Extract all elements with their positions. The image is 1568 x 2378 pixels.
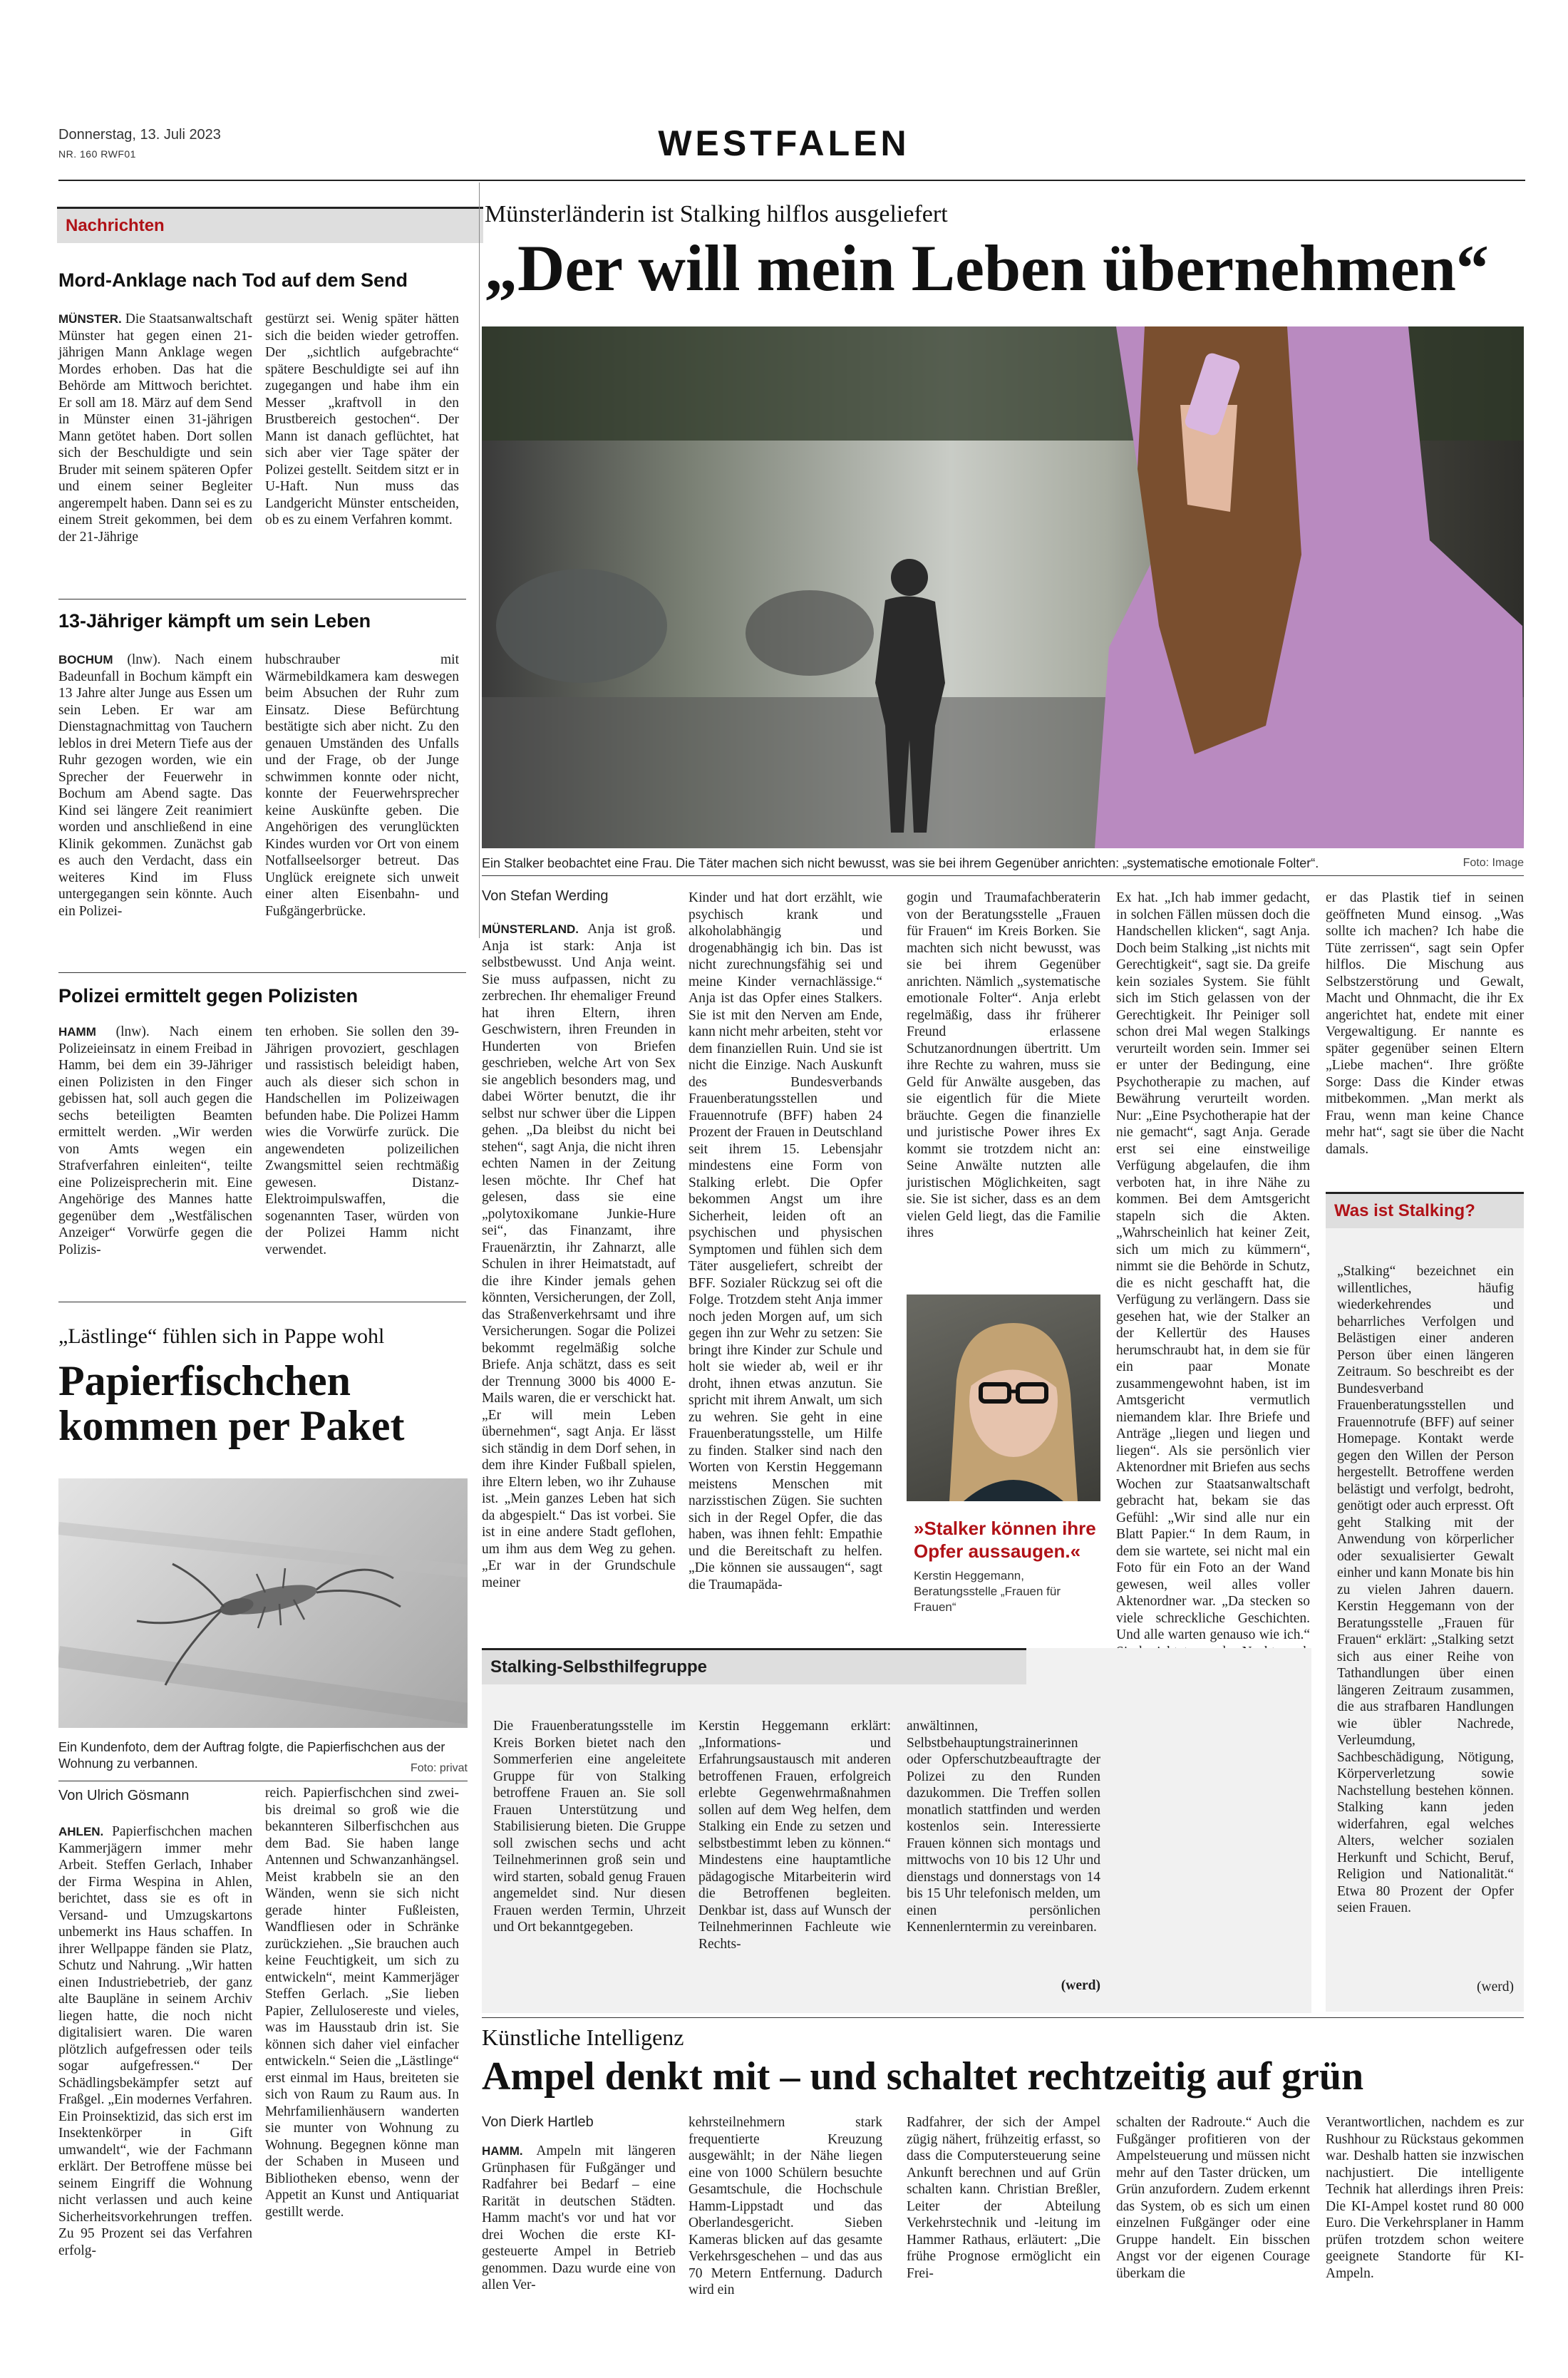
feature-caption: Ein Kundenfoto, dem der Auftrag folgte, die Papierfischchen aus der Wohnung zu verbannen.	[58, 1740, 445, 1771]
feature-byline: Von Ulrich Gösmann	[58, 1788, 190, 1803]
info-box-sign: (werd)	[1477, 1980, 1514, 1994]
feature-credit: Foto: privat	[410, 1762, 468, 1774]
info-box-tag: Was ist Stalking?	[1326, 1192, 1524, 1228]
ki-col4: schalten der Radroute.“ Auch die Fußgänger profitieren von der Ampelsteuerung und müssen nicht mehr auf den Taster drücken, um Grün anzufordern. Zudem erkennt das System, ob es sich um einen einzelnen Fußgänger oder eine Gruppe handelt. Ein bisschen Angst vor der eigenen Courage überkam die	[1116, 2115, 1310, 2281]
pull-quote: »Stalker können ihre Opfer aussaugen.«	[914, 1518, 1096, 1562]
brief-headline-mord: Mord-Anklage nach Tod auf dem Send	[58, 269, 408, 291]
brief-hamm-col1: HAMM (lnw). Nach einem Polizeieinsatz in einem Freibad in Hamm, bei dem ein 39-Jähriger einen Polizisten in den Finger gebissen hat, soll auch gegen die sechs beteiligten Beamten ermittelt werden. „Wir werden von Amts wegen ein Strafverfahren einleiten“, teilte eine Polizeisprecherin mit. Eine Angehörige des Mannes hatte gegenüber dem „Westfälischen Anzeiger“ Vorwürfe gegen die Polizis-	[58, 1024, 253, 1257]
photo-caption: Ein Stalker beobachtet eine Frau. Die Täter machen sich nicht bewusst, was sie bei ihrem Gegenüber anrichten: „systematische emotionale Folter“.	[482, 856, 1319, 870]
issue-date: Donnerstag, 13. Juli 2023	[58, 127, 221, 143]
feature-headline: Papierfischchen kommen per Paket	[58, 1357, 405, 1449]
header-rule	[58, 180, 1525, 181]
photo-credit: Foto: Image	[1463, 857, 1524, 869]
brief-bochum-col2: hubschrauber mit Wärmebildkamera kam deswegen beim Absuchen der Ruhr zum Einsatz. Diese Befürchtung bestätigte sich aber nicht. Zu den genauen Umständen des Unfalls und der Frage, ob der Junge schwimmen konnte oder nicht, konnte der Feuerwehrsprecher keine Auskünfte geben. Die Angehörigen des verunglückten Kindes wurden vor Ort von einem Notfallseelsorger betreut. Das Unglück ereignete sich unweit einer alten Eisenbahn- und Fußgängerbrücke.	[265, 652, 459, 919]
divider	[482, 2017, 1524, 2018]
main-col5: er das Plastik tief in seinen geöffneten Mund einsog. „Was sollte ich machen? Ich habe die Tüte zerrissen“, sagt sein Opfer hilflos. Die Mischung aus Selbstzerstörung und Gewalt, Macht und Ohnmacht, die ihr Ex angerichtet hat, endete mit einer Vergewaltigung. Er nannte es später gegenüber seinen Eltern „Liebe machen“. Ihre größte Sorge: Dass die Kinder etwas mitbekommen. „Man merkt als Frau, wenn man keine Chance mehr hat“, sagt sie über die Nacht damals.	[1326, 890, 1524, 1157]
feature-col2: reich. Papierfischchen sind zwei- bis dreimal so groß wie die bekannteren Silberfischchen aus dem Bad. Sie haben lange Antennen und Schwanzanhängsel. Meist krabbeln sie an den Wänden, wenn sie sich nicht gerade hinter Fußleisten, Wandfliesen oder in Schränke zurückziehen. „Sie brauchen auch keine Feuchtigkeit, um sich zu entwickeln“, meint Kammerjäger Steffen Gerlach. „Sie lieben Papier, Zellulosereste und vieles, was im Hausstaub drin ist. Sie können sich daher viel einfacher entwickeln.“ Seien die „Lästlinge“ erst einmal im Haus, breiteten sie sich von Raum zu Raum aus. In Mehrfamilienhäusern wanderten sie munter von Wohnung zu Wohnung. Begegnen könne man der Schaben in Museen und Bibliotheken ebenso, wenn der Appetit an Kunst und Antiquariat gestillt werde.	[265, 1786, 459, 2220]
section-tag-nachrichten: Nachrichten	[57, 207, 483, 243]
ki-byline: Von Dierk Hartleb	[482, 2114, 594, 2130]
ki-kicker: Künstliche Intelligenz	[482, 2024, 684, 2050]
main-byline: Von Stefan Werding	[482, 888, 609, 904]
selfhelp-col1: Die Frauenberatungsstelle im Kreis Borken bietet nach den Sommerferien eine angeleitete Gruppe für von Stalking betroffene Frauen an. Sie soll Frauen Unterstützung und Stabilisierung bieten. Die Gruppe soll zwischen sechs und acht Teilnehmerinnen groß sein und wird starten, sobald genug Frauen angemeldet sind. Nur diesen Frauen werden Termin, Uhrzeit und Ort bekanntgegeben.	[493, 1719, 686, 1935]
selfhelp-sign: (werd)	[1061, 1978, 1100, 1993]
brief-mord-col2: gestürzt sei. Wenig später hätten sich die beiden wieder getroffen. Der „sichtlich aufgebrachte“ spätere Beschuldigte sei auf ihn zugegangen und habe ihm ein Messer „kraftvoll in den Brustbereich gestochen“. Der Mann ist danach geflüchtet, hat sich aber vier Tage später der Polizei gestellt. Seitdem sitzt er in U-Haft. Nun muss das Landgericht Münster entscheiden, ob es zu einem Verfahren kommt.	[265, 312, 459, 527]
feature-col1: AHLEN. Papierfischchen machen Kammerjägern immer mehr Arbeit. Steffen Gerlach, Inhaber der Firma Wespina in Ahlen, berichtet, dass sie es oft in Versand- und Umzugskartons unbemerkt ins Haus schaffen. In ihrer Wellpappe fänden sie Platz, Schutz und Nahrung. „Wir hatten einen Industriebetrieb, der ganz alte Baupläne in seinem Archiv liegen hatte, die noch nicht digitalisiert waren. Die waren plötzlich aufgefressen oder teils sogar aufgefressen.“ Der Schädlingsbekämpfer setzt auf Fraßgel. „Ein modernes Verfahren. Ein Proinsektizid, das sich erst im Insektenkörper in Gift umwandelt“, wie der Fachmann erklärt. Der Betroffene müsse bei seinem Eingriff die Wohnung nicht verlassen und auch keine Sicherheitsvorkehrungen treffen. Zu 95 Prozent sei das Verfahren erfolg-	[58, 1824, 253, 2258]
divider	[482, 875, 1524, 876]
main-col1: MÜNSTERLAND. Anja ist groß. Anja ist stark: Anja ist selbstbewusst. Und Anja weint. Sie muss aufpassen, nicht zu zerbrechen. Ihr ehemaliger Freund hat ihren Eltern, ihren Geschwistern, ihren Freunden in Hunderten von Briefen geschrieben, welche Art von Sex sie angeblich besonders mag, und dabei Wörter benutzt, die ihr selbst nur schwer über die Lippen gehen. „Da bleibst du nicht bei stehen“, sagt Anja, die nicht ihren echten Namen in der Zeitung lesen möchte. Ihr Chef hat gelesen, dass sie eine „polytoxikomane Junkie-Hure sei“, das Finanzamt, ihre Frauenärztin, ihr Zahnarzt, alle Schulen in ihrer Heimatstadt, auf die ihre Kinder jemals gehen könnten, Versicherungen, der Zoll, das Straßenverkehrsamt und ihre Versicherungen. Sogar die Polizei bekommt regelmäßig solche Briefe. Anja schätzt, dass es seit der Trennung 3000 bis 4000 E-Mails waren, die er verschickt hat. „Er will mein Leben übernehmen“, sagt Anja. Er lässt sich ständig in dem Dorf sehen, in dem ihre Kinder Fußball spielen, ihre Eltern leben, wo ihr Zuhause ist. „Mein ganzes Leben hat sich da abgespielt.“ Das ist vorbei. Sie ist in eine andere Stadt geflohen, um ihm aus dem Weg zu gehen. „Er war in der Grundschule meiner	[482, 922, 676, 1590]
brief-mord-col1: MÜNSTER. Die Staatsanwaltschaft Münster hat gegen einen 21-jährigen Mann Anklage wegen Mordes erhoben. Das hat die Behörde am Mittwoch berichtet. Er soll am 18. März auf dem Send in Münster einen 31-jährigen Mann getötet haben. Dort sollen sich der Beschuldigte und sein Bruder mit seinem späteren Opfer und einem seiner Begleiter angerempelt haben. Dann sei es zu einem Streit gekommen, bei dem der 21-Jährige	[58, 312, 252, 545]
stalker-photo-icon	[482, 326, 1524, 848]
main-headline: „Der will mein Leben übernehmen“	[485, 232, 1489, 304]
section-title: WESTFALEN	[658, 123, 910, 163]
selfhelp-col2: Kerstin Heggemann erklärt: „Informations- und Erfahrungsaustausch mit anderen betroffenen Frauen, erfolgreich erlebte Gegenwehrmaßnahmen sollen auf dem Weg helfen, dem Stalking ein Ende zu setzen und selbstbestimmt leben zu können.“ Mindestens eine hauptamtliche pädagogische Mitarbeiterin wird die Betroffenen begleiten. Denkbar ist, dass auf Wunsch der Teilnehmerinnen Fachleute wie Rechts-	[698, 1719, 891, 1952]
ki-col5: Verantwortlichen, nachdem es zur Rushhour zu Rückstaus gekommen war. Deshalb hatten sie inzwischen nachjustiert. Die intelligente Technik hat allerdings ihren Preis: Die KI-Ampel kostet rund 80 000 Euro. Die Verkehrsplaner in Hamm prüfen trotzdem schon weitere geeignete Standorte für KI-Ampeln.	[1326, 2115, 1524, 2281]
brief-headline-hamm: Polizei ermittelt gegen Polizisten	[58, 985, 359, 1007]
ki-col3: Radfahrer, der sich der Ampel zügig nähert, frühzeitig erfasst, so dass die Computersteuerung seine Ankunft berechnen und auf Grün schalten kann. Christian Breßler, Leiter der Abteilung Verkehrstechnik und -leitung im Hammer Rathaus, erläutert: „Die frühe Prognose ermöglicht ein Frei-	[907, 2115, 1100, 2281]
divider	[58, 972, 466, 973]
stalker-photo	[482, 326, 1524, 848]
column-divider	[479, 182, 480, 938]
feature-kicker: „Lästlinge“ fühlen sich in Pappe wohl	[58, 1324, 385, 1348]
portrait-photo	[907, 1294, 1100, 1501]
info-box-text: „Stalking“ bezeichnet ein willentliches, häufig wiederkehrendes und beharrliches Verfolgen und Belästigen einer anderen Person über einen längeren Zeitraum. So beschreibt es der Bundesverband Frauenberatungsstellen und Frauennotrufe (BFF) auf seiner Homepage. Kontakt werde gegen den Willen der Person hergestellt. Betroffene werden belästigt und verfolgt, bedroht, genötigt oder auch erpresst. Oft geht Stalking mit der Anwendung von körperlicher oder sexualisierter Gewalt einher und kann Monate bis hin zu vielen Jahren dauern. Kerstin Heggemann von der Beratungsstelle „Frauen für Frauen“ erklärt: „Stalking setzt sich aus einer Reihe von Tathandlungen über einen längeren Zeitraum zusammen, die aus strafbaren Handlungen wie übler Nachrede, Verleumdung, Sachbeschädigung, Nötigung, Körperverletzung sowie Nachstellung bestehen können. Stalking kann jeden widerfahren, egal welches Alters, welcher sozialen Herkunft und Schicht, Beruf, Religion und Nationalität.“ Etwa 80 Prozent der Opfer seien Frauen.	[1337, 1264, 1514, 1915]
issue-number: NR. 160 RWF01	[58, 148, 136, 160]
pull-quote-source: Kerstin Heggemann, Beratungsstelle „Frauen für Frauen“	[914, 1569, 1061, 1614]
main-kicker: Münsterländerin ist Stalking hilflos ausgeliefert	[485, 201, 948, 227]
portrait-icon	[907, 1294, 1100, 1501]
ki-col2: kehrsteilnehmern stark frequentierte Kreuzung ausgewählt; in der Nähe liegen eine von 1000 Schülern besuchte Gesamtschule, die Hochschule Hamm-Lippstadt und das Oberlandesgericht. Sieben Kameras blicken auf das gesamte Verkehrsgeschehen – und das aus 70 Metern Entfernung. Dadurch wird ein	[688, 2115, 882, 2297]
main-col4: Ex hat. „Ich hab immer gedacht, in solchen Fällen müssen doch die Handschellen klicken“, sagt Anja. Doch beim Stalking „ist nichts mit Gerechtigkeit“, sagt sie. Da greife kein soziales System. Sie fühlt sich im Stich gelassen von der Gerechtigkeit. Ihr Peiniger soll schon drei Mal wegen Stalkings verurteilt worden sein. Immer sei er unter der Bedingung, eine Psychotherapie zu machen, auf Bewährung verurteilt worden. Nur: „Eine Psychotherapie hat der nie gemacht“, sagt Anja. Gerade erst sei eine einstweilige Verfügung abgelaufen, die ihm verboten hat, in ihre Nähe zu kommen. Bei dem Amtsgericht stapeln sich die Akten. „Wahrscheinlich hat keiner Zeit, sich um mich zu kümmern“, nimmt sie die Behörde in Schutz, die es nicht geschafft hat, die Verfügung zu verlängern. Dass sie gesehen hat, wie der Stalker an der Kellertür des Hauses herumschraubt hat, in dem sie für ein paar Monate zusammengewohnt haben, ist im Amtsgericht vermutlich niemandem klar. Ihre Briefe und Anträge „liegen und liegen und liegen“. Als sie persönlich vier Aktenordner mit Briefen aus sechs Wochen zur Staatsanwaltschaft gebracht hat, bekam sie das Gefühl: „Wir sind alle nur ein Blatt Papier.“ In dem Raum, in dem sie wartete, sei nicht mal ein Foto für ein Foto an der Wand gewesen, weil alles voller Aktenordner war. „Da stecken so viele schreckliche Geschichten. Und alle warten genauso wie ich.“	[1116, 890, 1310, 1642]
selfhelp-col3: anwältinnen, Selbstbehauptungstrainerinnen oder Opferschutzbeauftragte der Polizei zu den Runden dazukommen. Die Treffen sollen monatlich stattfinden und werden kostenlos sein. Interessierte Frauen können sich montags und mittwochs von 10 bis 12 Uhr und dienstags und donnerstags von 14 bis 15 Uhr telefonisch melden, um einen persönlichen Kennenlerntermin zu vereinbaren.	[907, 1719, 1100, 1935]
ki-col1: HAMM. Ampeln mit längeren Grünphasen für Fußgänger und Radfahrer bei Bedarf – eine Rarität in deutschen Städten. Hamm macht's vor und hat vor drei Wochen die erste KI-gesteuerte Ampel in Betrieb genommen. Dazu wurde eine von allen Ver-	[482, 2143, 676, 2292]
ki-headline: Ampel denkt mit – und schaltet rechtzeitig auf grün	[482, 2054, 1364, 2099]
main-col2: Kinder und hat dort erzählt, wie psychisch krank und alkoholabhängig und drogenabhängig ich bin. Das ist nicht zurechnungsfähig sei und meine Kinder vernachlässige.“ Anja ist das Opfer eines Stalkers. Sie ist mit den Nerven am Ende, kann nicht mehr arbeiten, steht vor dem finanziellen Ruin. Und sie ist nicht die Einzige. Nach Auskunft des Bundesverbands Frauenberatungsstellen und Frauennotrufe (BFF) haben 24 Prozent der Frauen in Deutschland seit ihrem 15. Lebensjahr mindestens eine Form von Stalking erlebt. Die Opfer bekommen Angst um ihre Sicherheit, leiden oft an psychischen und physischen Symptomen und fühlen sich dem Täter ausgeliefert, schreibt der BFF. Sozialer Rückzug sei oft die Folge. Trotzdem steht Anja immer noch jeden Morgen auf, um sich gegen ihn zur Wehr zu setzen: Sie bringt ihre Kinder zur Schule und holt sie wieder ab, weil er ihr droht, ihnen etwas anzutun. Sie spricht mit ihrem Anwalt, um sich zu wehren. Sie geht in eine Frauenberatungsstelle, um Hilfe zu finden. Stalker sind nach den Worten von Kerstin Heggemann meistens Menschen mit narzisstischen Zügen. Sie suchten sich in der Regel Opfer, die das haben, was ihnen fehlt: Empathie und die Bereitschaft zu helfen. „Die können sie aussaugen“, sagt die Traumapäda-	[688, 890, 882, 1592]
brief-headline-bochum: 13-Jähriger kämpft um sein Leben	[58, 610, 371, 632]
brief-bochum-col1: BOCHUM (lnw). Nach einem Badeunfall in Bochum kämpft ein 13 Jahre alter Junge aus Essen um sein Leben. Er war am Dienstagnachmittag von Tauchern leblos in drei Metern Tiefe aus der Ruhr gezogen worden, wie ein Sprecher der Feuerwehr in Bochum am Abend sagte. Das Kind sei längere Zeit reanimiert worden und anschließend in eine Klinik gekommen. Zunächst gab es auch den Verdacht, dass ein weiteres Kind im Fluss untergegangen sein könnte. Auch ein Polizei-	[58, 652, 252, 919]
silverfish-photo	[58, 1478, 468, 1728]
main-col3: gogin und Traumafachberaterin von der Beratungsstelle „Frauen für Frauen“ im Kreis Borken. Sie machten sich nicht bewusst, was sie bei ihrem Gegenüber anrichten. Nämlich „systematische emotionale Folter“. Anja erlebt regelmäßig, dass ihr früherer Freund erlassene Schutzanordnungen übertritt. Um ihre Rechte zu wahren, muss sie Geld für Anwälte ausgeben, das sie eigentlich für die Miete bräuchte. Gegen die finanzielle und juristische Power ihres Ex kommt sie trotzdem nicht an: Seine Anwälte nutzten alle juristischen Möglichkeiten, sagt sie. Sie ist sicher, dass es an dem vielen Geld liegt, das die Familie ihres	[907, 890, 1100, 1240]
selfhelp-tag: Stalking-Selbsthilfegruppe	[482, 1648, 1026, 1684]
brief-hamm-col2: ten erhoben. Sie sollen den 39-Jährigen provoziert, geschlagen und rassistisch beleidigt haben, auch als dieser sich schon in Handschellen im Polizeiwagen befunden habe. Die Polizei Hamm wies die Vorwürfe zurück. Die angewendeten polizeilichen Zwangsmittel seien rechtmäßig gewesen. Distanz-Elektroimpulswaffen, die sogenannten Taser, würden von der Polizei Hamm nicht verwendet.	[265, 1024, 459, 1257]
silverfish-icon	[58, 1478, 468, 1728]
